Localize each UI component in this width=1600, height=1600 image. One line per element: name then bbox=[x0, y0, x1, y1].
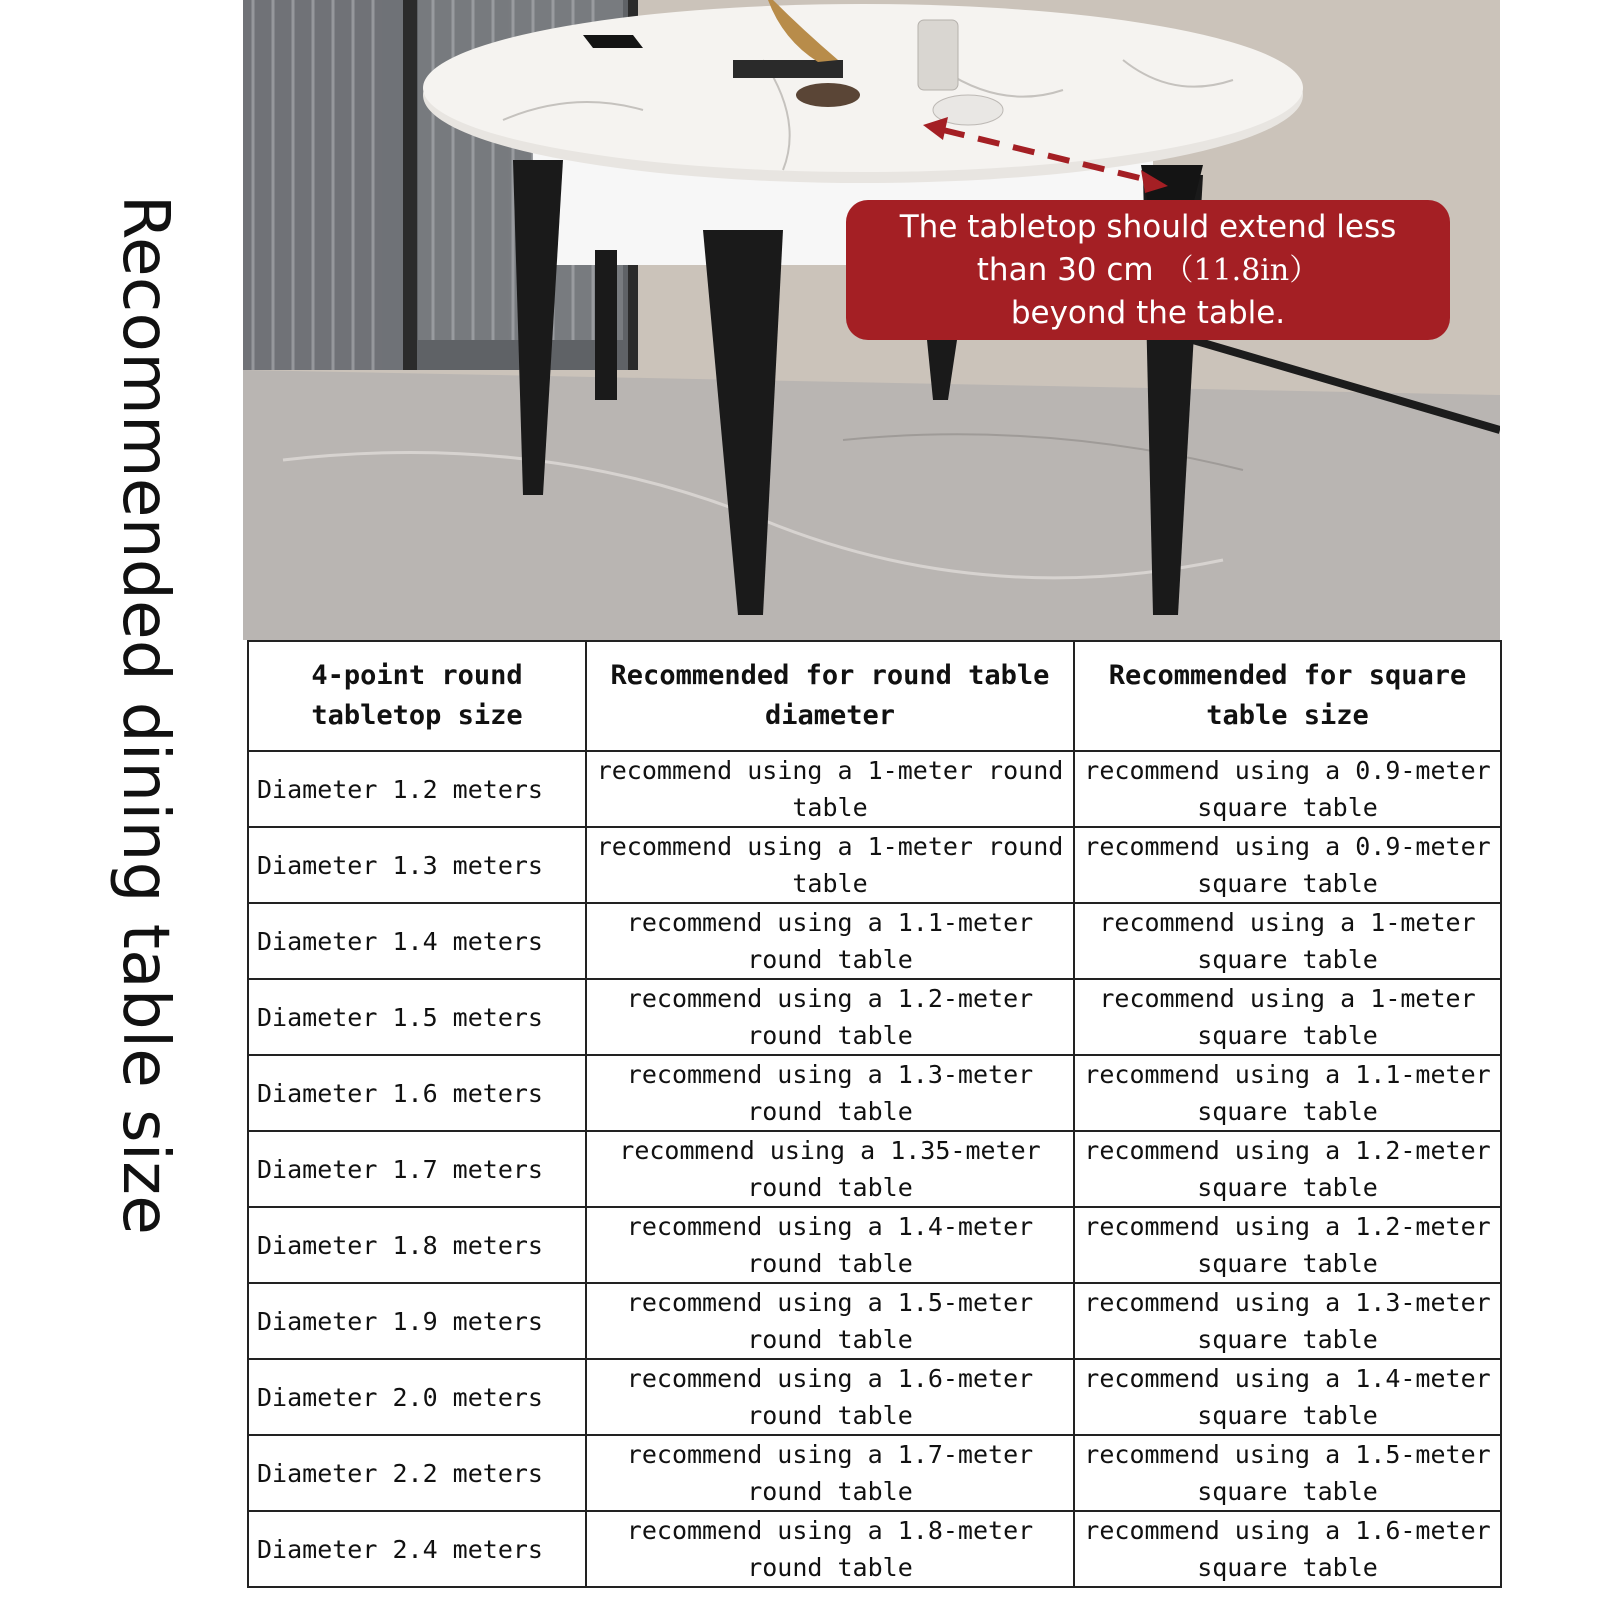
tabletop-size-cell: Diameter 1.6 meters bbox=[248, 1055, 586, 1131]
tabletop-size-cell: Diameter 2.2 meters bbox=[248, 1435, 586, 1511]
callout-line-2a: than 30 cm bbox=[976, 252, 1154, 288]
tabletop-size-cell: Diameter 1.8 meters bbox=[248, 1207, 586, 1283]
round-table-cell: recommend using a 1.2-meter round table bbox=[586, 979, 1074, 1055]
square-table-cell: recommend using a 1.1-meter square table bbox=[1074, 1055, 1501, 1131]
tabletop-size-cell: Diameter 1.5 meters bbox=[248, 979, 586, 1055]
table-row bbox=[248, 1511, 1501, 1587]
square-table-cell: recommend using a 1.6-meter square table bbox=[1074, 1511, 1501, 1587]
table-row bbox=[248, 1359, 1501, 1435]
round-table-cell: recommend using a 1.35-meter round table bbox=[586, 1131, 1074, 1207]
table-row bbox=[248, 1055, 1501, 1131]
square-table-cell: recommend using a 1-meter square table bbox=[1074, 979, 1501, 1055]
round-table-cell: recommend using a 1-meter round table bbox=[586, 827, 1074, 903]
square-table-cell: recommend using a 0.9-meter square table bbox=[1074, 751, 1501, 827]
table-row bbox=[248, 827, 1501, 903]
round-table-cell: recommend using a 1.5-meter round table bbox=[586, 1283, 1074, 1359]
tabletop-size-cell: Diameter 1.4 meters bbox=[248, 903, 586, 979]
callout-line-1: The tabletop should extend less bbox=[899, 209, 1397, 245]
product-photo bbox=[243, 0, 1500, 640]
table-row bbox=[248, 1435, 1501, 1511]
table-row bbox=[248, 903, 1501, 979]
table-row bbox=[248, 1283, 1501, 1359]
size-recommendation-table bbox=[247, 640, 1502, 1588]
tabletop-size-cell: Diameter 1.3 meters bbox=[248, 827, 586, 903]
table-row bbox=[248, 751, 1501, 827]
square-table-cell: recommend using a 1.4-meter square table bbox=[1074, 1359, 1501, 1435]
table-row bbox=[248, 1207, 1501, 1283]
table-row bbox=[248, 1131, 1501, 1207]
round-table-cell: recommend using a 1.7-meter round table bbox=[586, 1435, 1074, 1511]
header-round-table: Recommended for round table diameter bbox=[586, 641, 1074, 751]
round-tabletop bbox=[423, 4, 1303, 172]
round-table-cell: recommend using a 1.3-meter round table bbox=[586, 1055, 1074, 1131]
round-table-cell: recommend using a 1.1-meter round table bbox=[586, 903, 1074, 979]
round-table-cell: recommend using a 1-meter round table bbox=[586, 751, 1074, 827]
callout-line-3: beyond the table. bbox=[1010, 295, 1286, 331]
callout-line-2b: （11.8in） bbox=[1163, 253, 1320, 288]
round-table-cell: recommend using a 1.6-meter round table bbox=[586, 1359, 1074, 1435]
tabletop-size-cell: Diameter 1.2 meters bbox=[248, 751, 586, 827]
round-table-cell: recommend using a 1.8-meter round table bbox=[586, 1511, 1074, 1587]
tabletop-overhang-callout bbox=[846, 200, 1450, 340]
square-table-cell: recommend using a 1.5-meter square table bbox=[1074, 1435, 1501, 1511]
header-square-table: Recommended for square table size bbox=[1074, 641, 1501, 751]
round-table-cell: recommend using a 1.4-meter round table bbox=[586, 1207, 1074, 1283]
square-table-cell: recommend using a 0.9-meter square table bbox=[1074, 827, 1501, 903]
square-table-cell: recommend using a 1.3-meter square table bbox=[1074, 1283, 1501, 1359]
square-table-cell: recommend using a 1.2-meter square table bbox=[1074, 1207, 1501, 1283]
table-header-row bbox=[248, 641, 1501, 751]
tabletop-size-cell: Diameter 2.0 meters bbox=[248, 1359, 586, 1435]
square-table-cell: recommend using a 1-meter square table bbox=[1074, 903, 1501, 979]
tabletop-size-cell: Diameter 1.7 meters bbox=[248, 1131, 586, 1207]
header-tabletop-size: 4-point round tabletop size bbox=[248, 641, 586, 751]
tabletop-size-cell: Diameter 2.4 meters bbox=[248, 1511, 586, 1587]
tabletop-size-cell: Diameter 1.9 meters bbox=[248, 1283, 586, 1359]
square-table-cell: recommend using a 1.2-meter square table bbox=[1074, 1131, 1501, 1207]
page-title: Recommended dining table size bbox=[108, 195, 182, 1236]
table-row bbox=[248, 979, 1501, 1055]
